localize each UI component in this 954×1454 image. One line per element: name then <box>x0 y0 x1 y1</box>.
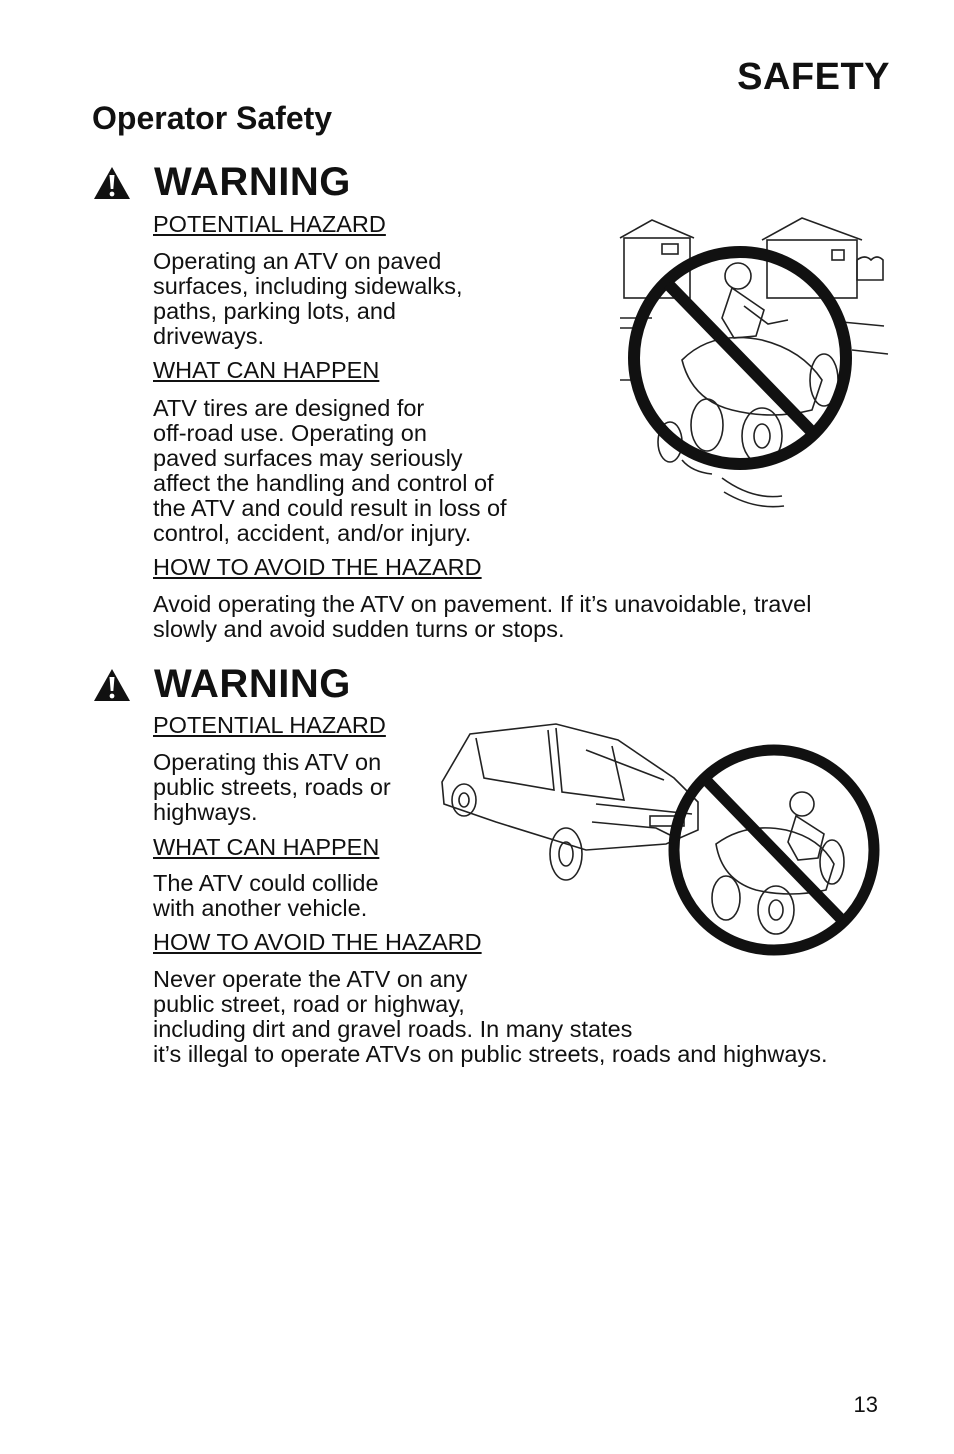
warning-2-potential <box>153 713 386 738</box>
text-line: public street, road or highway, <box>153 991 465 1017</box>
warning-2-happen <box>153 835 379 860</box>
page-number: 13 <box>853 1392 878 1417</box>
what-can-happen-label: WHAT CAN HAPPEN <box>153 834 380 860</box>
warning-1-happen <box>153 358 379 383</box>
text-line: ATV tires are designed for <box>153 395 425 421</box>
warning-triangle-icon <box>92 667 132 703</box>
warning-2-happen-text <box>153 871 379 921</box>
warning-1-happen-text <box>153 396 507 546</box>
text-line: Operating an ATV on paved <box>153 248 442 274</box>
warning-1-potential-text <box>153 249 463 349</box>
section-title: Operator Safety <box>92 100 333 136</box>
warning-1-potential <box>153 212 386 237</box>
text-line: control, accident, and/or injury. <box>153 520 472 546</box>
potential-hazard-label: POTENTIAL HAZARD <box>153 211 386 237</box>
warning-2-avoid-text <box>153 967 827 1067</box>
text-line: paths, parking lots, and <box>153 298 396 324</box>
text-line: it’s illegal to operate ATVs on public streets, roads and highways. <box>153 1041 828 1067</box>
text-line: public streets, roads or <box>153 774 391 800</box>
text-line: Operating this ATV on <box>153 749 382 775</box>
text-line: highways. <box>153 799 258 825</box>
warning-2-potential-text <box>153 750 391 825</box>
text-line: Avoid operating the ATV on pavement. If it’s unavoidable, travel <box>153 591 812 617</box>
warning-1-avoid-text <box>153 592 811 642</box>
text-line: including dirt and gravel roads. In many states <box>153 1016 633 1042</box>
warning-heading-2 <box>92 662 351 707</box>
how-to-avoid-label: HOW TO AVOID THE HAZARD <box>153 929 482 955</box>
what-can-happen-label: WHAT CAN HAPPEN <box>153 357 380 383</box>
no-atv-on-public-roads-illustration <box>436 712 894 958</box>
text-line: off-road use. Operating on <box>153 420 427 446</box>
text-line: driveways. <box>153 323 265 349</box>
page-header-title: SAFETY <box>737 56 890 98</box>
warning-title: WARNING <box>154 662 351 706</box>
warning-1-avoid <box>153 555 482 580</box>
no-atv-on-pavement-illustration <box>612 210 892 510</box>
text-line: paved surfaces may seriously <box>153 445 463 471</box>
text-line: slowly and avoid sudden turns or stops. <box>153 616 565 642</box>
warning-title: WARNING <box>154 160 351 204</box>
how-to-avoid-label: HOW TO AVOID THE HAZARD <box>153 554 482 580</box>
warning-triangle-icon <box>92 165 132 201</box>
text-line: affect the handling and control of <box>153 470 494 496</box>
text-line: The ATV could collide <box>153 870 379 896</box>
warning-heading-1 <box>92 160 351 205</box>
potential-hazard-label: POTENTIAL HAZARD <box>153 712 386 738</box>
text-line: surfaces, including sidewalks, <box>153 273 463 299</box>
text-line: with another vehicle. <box>153 895 368 921</box>
text-line: Never operate the ATV on any <box>153 966 468 992</box>
warning-2-avoid <box>153 930 482 955</box>
text-line: the ATV and could result in loss of <box>153 495 507 521</box>
